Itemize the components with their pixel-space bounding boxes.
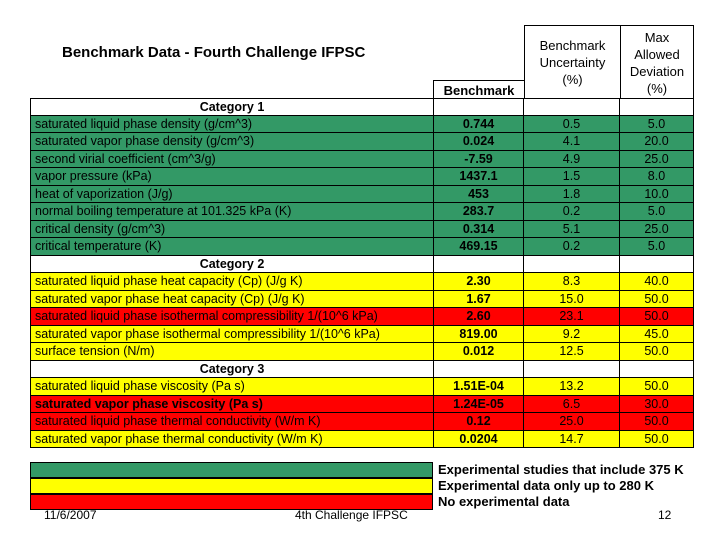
property-cell: heat of vaporization (J/g) xyxy=(30,186,433,203)
property-cell: saturated liquid phase density (g/cm^3) xyxy=(30,116,433,133)
deviation-cell: 50.0 xyxy=(619,291,694,308)
benchmark-table xyxy=(30,98,694,448)
page-title: Benchmark Data - Fourth Challenge IFPSC xyxy=(62,44,366,61)
header-deviation: Max Allowed Deviation (%) xyxy=(620,25,694,100)
uncertainty-cell: 14.7 xyxy=(523,431,619,448)
footer-date: 11/6/2007 xyxy=(44,508,97,522)
deviation-cell: 50.0 xyxy=(619,431,694,448)
benchmark-cell: 1.24E-05 xyxy=(433,396,523,413)
uncertainty-cell: 5.1 xyxy=(523,221,619,238)
uncertainty-cell: 0.2 xyxy=(523,203,619,220)
deviation-cell: 10.0 xyxy=(619,186,694,203)
deviation-cell: 5.0 xyxy=(619,203,694,220)
benchmark-cell: 0.314 xyxy=(433,221,523,238)
benchmark-cell: 2.60 xyxy=(433,308,523,325)
empty-cell xyxy=(523,256,619,273)
deviation-cell: 30.0 xyxy=(619,396,694,413)
empty-cell xyxy=(619,256,694,273)
empty-cell xyxy=(619,99,694,115)
legend-label: Experimental studies that include 375 K xyxy=(438,462,684,477)
benchmark-cell: 1.51E-04 xyxy=(433,378,523,395)
legend-swatches xyxy=(30,462,433,510)
table-row xyxy=(30,326,694,344)
deviation-cell: 50.0 xyxy=(619,378,694,395)
category-label: Category 1 xyxy=(30,99,433,115)
uncertainty-cell: 0.2 xyxy=(523,238,619,255)
legend-swatch-green xyxy=(30,462,433,478)
table-row xyxy=(30,168,694,186)
legend-label: Experimental data only up to 280 K xyxy=(438,478,654,493)
property-cell: critical temperature (K) xyxy=(30,238,433,255)
benchmark-cell: 1437.1 xyxy=(433,168,523,185)
deviation-cell: 45.0 xyxy=(619,326,694,343)
property-cell: saturated liquid phase heat capacity (Cp) (J/g K) xyxy=(30,273,433,290)
benchmark-cell: 2.30 xyxy=(433,273,523,290)
benchmark-cell: -7.59 xyxy=(433,151,523,168)
property-cell: saturated liquid phase isothermal compressibility 1/(10^6 kPa) xyxy=(30,308,433,325)
benchmark-cell: 0.012 xyxy=(433,343,523,360)
table-row xyxy=(30,413,694,431)
uncertainty-cell: 25.0 xyxy=(523,413,619,430)
table-row xyxy=(30,186,694,204)
uncertainty-cell: 1.8 xyxy=(523,186,619,203)
category-label: Category 2 xyxy=(30,256,433,273)
category-label: Category 3 xyxy=(30,361,433,378)
property-cell: saturated vapor phase isothermal compressibility 1/(10^6 kPa) xyxy=(30,326,433,343)
table-row xyxy=(30,291,694,309)
property-cell: saturated vapor phase thermal conductivity (W/m K) xyxy=(30,431,433,448)
deviation-cell: 25.0 xyxy=(619,151,694,168)
table-row xyxy=(30,203,694,221)
footer-page: 12 xyxy=(658,508,672,522)
deviation-cell: 5.0 xyxy=(619,116,694,133)
legend-swatch-yellow xyxy=(30,478,433,494)
benchmark-cell: 283.7 xyxy=(433,203,523,220)
benchmark-cell: 819.00 xyxy=(433,326,523,343)
deviation-cell: 20.0 xyxy=(619,133,694,150)
uncertainty-cell: 15.0 xyxy=(523,291,619,308)
table-row xyxy=(30,431,694,449)
legend-label: No experimental data xyxy=(438,494,570,509)
uncertainty-cell: 4.9 xyxy=(523,151,619,168)
benchmark-cell: 469.15 xyxy=(433,238,523,255)
deviation-cell: 40.0 xyxy=(619,273,694,290)
property-cell: saturated liquid phase thermal conductivity (W/m K) xyxy=(30,413,433,430)
property-cell: vapor pressure (kPa) xyxy=(30,168,433,185)
benchmark-cell: 0.0204 xyxy=(433,431,523,448)
deviation-cell: 50.0 xyxy=(619,413,694,430)
uncertainty-cell: 12.5 xyxy=(523,343,619,360)
uncertainty-cell: 4.1 xyxy=(523,133,619,150)
empty-cell xyxy=(433,256,523,273)
uncertainty-cell: 6.5 xyxy=(523,396,619,413)
footer-center: 4th Challenge IFPSC xyxy=(295,508,408,522)
property-cell: surface tension (N/m) xyxy=(30,343,433,360)
empty-cell xyxy=(433,361,523,378)
benchmark-cell: 0.744 xyxy=(433,116,523,133)
table-row xyxy=(30,396,694,414)
empty-cell xyxy=(523,361,619,378)
property-cell: normal boiling temperature at 101.325 kPa (K) xyxy=(30,203,433,220)
property-cell: saturated vapor phase heat capacity (Cp) (J/g K) xyxy=(30,291,433,308)
deviation-cell: 50.0 xyxy=(619,343,694,360)
benchmark-cell: 0.024 xyxy=(433,133,523,150)
uncertainty-cell: 0.5 xyxy=(523,116,619,133)
deviation-cell: 25.0 xyxy=(619,221,694,238)
property-cell: saturated liquid phase viscosity (Pa s) xyxy=(30,378,433,395)
header-uncertainty: Benchmark Uncertainty (%) xyxy=(524,25,621,100)
table-row xyxy=(30,343,694,361)
property-cell: saturated vapor phase density (g/cm^3) xyxy=(30,133,433,150)
header-benchmark: Benchmark xyxy=(433,80,525,100)
empty-cell xyxy=(619,361,694,378)
benchmark-cell: 453 xyxy=(433,186,523,203)
property-cell: saturated vapor phase viscosity (Pa s) xyxy=(30,396,433,413)
uncertainty-cell: 9.2 xyxy=(523,326,619,343)
table-row xyxy=(30,116,694,134)
benchmark-cell: 0.12 xyxy=(433,413,523,430)
legend-labels xyxy=(438,462,684,510)
category-row xyxy=(30,256,694,274)
property-cell: second virial coefficient (cm^3/g) xyxy=(30,151,433,168)
uncertainty-cell: 13.2 xyxy=(523,378,619,395)
property-cell: critical density (g/cm^3) xyxy=(30,221,433,238)
table-row xyxy=(30,308,694,326)
uncertainty-cell: 1.5 xyxy=(523,168,619,185)
table-row xyxy=(30,221,694,239)
empty-cell xyxy=(433,99,523,115)
empty-cell xyxy=(523,99,619,115)
table-row xyxy=(30,151,694,169)
deviation-cell: 50.0 xyxy=(619,308,694,325)
deviation-cell: 5.0 xyxy=(619,238,694,255)
category-row xyxy=(30,98,694,116)
deviation-cell: 8.0 xyxy=(619,168,694,185)
table-row xyxy=(30,378,694,396)
table-row xyxy=(30,273,694,291)
uncertainty-cell: 8.3 xyxy=(523,273,619,290)
table-row xyxy=(30,133,694,151)
uncertainty-cell: 23.1 xyxy=(523,308,619,325)
table-row xyxy=(30,238,694,256)
benchmark-cell: 1.67 xyxy=(433,291,523,308)
category-row xyxy=(30,361,694,379)
